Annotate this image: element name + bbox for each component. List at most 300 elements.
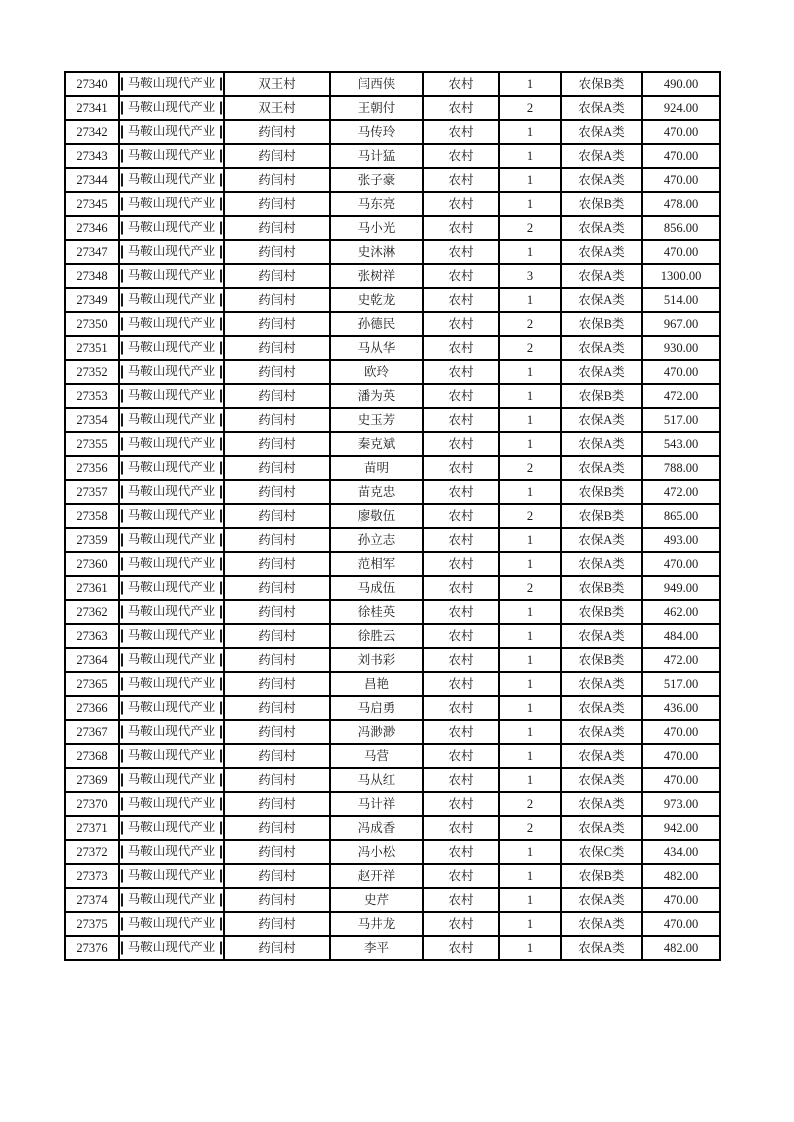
organization-text: 马鞍山现代产业 (127, 892, 216, 905)
cell-residence-type: 农村 (423, 216, 499, 240)
cell-person-name: 马成伍 (330, 576, 423, 600)
table-row (65, 768, 720, 792)
clipped-char-left (121, 366, 123, 379)
cell-person-count: 1 (499, 192, 561, 216)
cell-insurance-class: 农保A类 (561, 744, 642, 768)
cell-amount: 470.00 (642, 744, 720, 768)
cell-organization (119, 696, 224, 720)
clipped-char-right (220, 558, 222, 571)
cell-amount: 543.00 (642, 432, 720, 456)
cell-village: 药闫村 (224, 480, 330, 504)
cell-village: 药闫村 (224, 768, 330, 792)
cell-amount: 924.00 (642, 96, 720, 120)
clipped-char-left (121, 438, 123, 451)
clipped-char-right (220, 318, 222, 331)
clipped-char-right (220, 630, 222, 643)
clipped-char-left (121, 510, 123, 523)
table-row (65, 192, 720, 216)
table-row (65, 360, 720, 384)
table-row (65, 912, 720, 936)
cell-organization (119, 144, 224, 168)
cell-organization (119, 504, 224, 528)
cell-village: 药闫村 (224, 432, 330, 456)
clipped-char-right (220, 870, 222, 883)
cell-organization (119, 240, 224, 264)
cell-amount: 517.00 (642, 408, 720, 432)
table-row (65, 288, 720, 312)
cell-amount: 434.00 (642, 840, 720, 864)
organization-text: 马鞍山现代产业 (127, 508, 216, 521)
cell-amount: 484.00 (642, 624, 720, 648)
clipped-char-left (121, 726, 123, 739)
clipped-char-left (121, 678, 123, 691)
cell-amount: 942.00 (642, 816, 720, 840)
cell-village: 药闫村 (224, 528, 330, 552)
cell-person-name: 冯成香 (330, 816, 423, 840)
cell-serial: 27348 (65, 264, 119, 288)
cell-amount: 493.00 (642, 528, 720, 552)
cell-organization (119, 672, 224, 696)
cell-person-count: 1 (499, 624, 561, 648)
roster-table-body (65, 72, 720, 960)
organization-text: 马鞍山现代产业 (127, 460, 216, 473)
cell-insurance-class: 农保B类 (561, 312, 642, 336)
cell-village: 药闫村 (224, 720, 330, 744)
cell-amount: 788.00 (642, 456, 720, 480)
organization-text: 马鞍山现代产业 (127, 100, 216, 113)
cell-organization (119, 648, 224, 672)
cell-person-name: 马井龙 (330, 912, 423, 936)
cell-serial: 27369 (65, 768, 119, 792)
clipped-char-left (121, 414, 123, 427)
organization-text: 马鞍山现代产业 (127, 820, 216, 833)
clipped-char-left (121, 606, 123, 619)
cell-insurance-class: 农保A类 (561, 624, 642, 648)
clipped-char-left (121, 702, 123, 715)
cell-village: 药闫村 (224, 120, 330, 144)
cell-person-name: 马东亮 (330, 192, 423, 216)
cell-insurance-class: 农保A类 (561, 912, 642, 936)
clipped-char-right (220, 774, 222, 787)
clipped-char-left (121, 630, 123, 643)
cell-person-count: 1 (499, 672, 561, 696)
cell-village: 药闫村 (224, 696, 330, 720)
cell-amount: 856.00 (642, 216, 720, 240)
cell-residence-type: 农村 (423, 456, 499, 480)
cell-insurance-class: 农保A类 (561, 288, 642, 312)
clipped-char-right (220, 414, 222, 427)
clipped-char-left (121, 486, 123, 499)
cell-serial: 27360 (65, 552, 119, 576)
cell-person-name: 昌艳 (330, 672, 423, 696)
table-row (65, 672, 720, 696)
cell-person-count: 1 (499, 552, 561, 576)
clipped-char-right (220, 894, 222, 907)
cell-insurance-class: 农保A类 (561, 768, 642, 792)
table-row (65, 792, 720, 816)
cell-organization (119, 864, 224, 888)
cell-residence-type: 农村 (423, 600, 499, 624)
organization-text: 马鞍山现代产业 (127, 724, 216, 737)
clipped-char-left (121, 318, 123, 331)
organization-text: 马鞍山现代产业 (127, 364, 216, 377)
cell-person-count: 2 (499, 216, 561, 240)
cell-person-count: 1 (499, 240, 561, 264)
cell-village: 药闫村 (224, 888, 330, 912)
clipped-char-left (121, 174, 123, 187)
cell-residence-type: 农村 (423, 384, 499, 408)
table-row (65, 72, 720, 96)
clipped-char-left (121, 390, 123, 403)
cell-insurance-class: 农保A类 (561, 888, 642, 912)
cell-amount: 462.00 (642, 600, 720, 624)
clipped-char-left (121, 150, 123, 163)
cell-village: 药闫村 (224, 456, 330, 480)
cell-person-name: 廖敬伍 (330, 504, 423, 528)
cell-amount: 436.00 (642, 696, 720, 720)
cell-serial: 27373 (65, 864, 119, 888)
cell-amount: 478.00 (642, 192, 720, 216)
cell-person-count: 1 (499, 912, 561, 936)
cell-amount: 930.00 (642, 336, 720, 360)
cell-amount: 470.00 (642, 720, 720, 744)
clipped-char-right (220, 750, 222, 763)
cell-person-name: 苗明 (330, 456, 423, 480)
cell-organization (119, 936, 224, 960)
clipped-char-left (121, 654, 123, 667)
cell-residence-type: 农村 (423, 192, 499, 216)
clipped-char-left (121, 846, 123, 859)
cell-insurance-class: 农保A类 (561, 552, 642, 576)
cell-residence-type: 农村 (423, 840, 499, 864)
cell-person-count: 1 (499, 408, 561, 432)
cell-person-name: 马小光 (330, 216, 423, 240)
clipped-char-left (121, 582, 123, 595)
cell-person-count: 1 (499, 384, 561, 408)
cell-village: 药闫村 (224, 216, 330, 240)
cell-village: 药闫村 (224, 552, 330, 576)
organization-text: 马鞍山现代产业 (127, 700, 216, 713)
cell-organization (119, 888, 224, 912)
table-row (65, 144, 720, 168)
clipped-char-right (220, 390, 222, 403)
cell-organization (119, 312, 224, 336)
cell-serial: 27359 (65, 528, 119, 552)
cell-amount: 514.00 (642, 288, 720, 312)
cell-serial: 27374 (65, 888, 119, 912)
cell-amount: 470.00 (642, 360, 720, 384)
cell-serial: 27375 (65, 912, 119, 936)
clipped-char-right (220, 582, 222, 595)
clipped-char-right (220, 126, 222, 139)
clipped-char-right (220, 294, 222, 307)
cell-organization (119, 480, 224, 504)
cell-person-name: 冯渺渺 (330, 720, 423, 744)
cell-insurance-class: 农保A类 (561, 336, 642, 360)
table-row (65, 504, 720, 528)
cell-person-name: 马启勇 (330, 696, 423, 720)
clipped-char-left (121, 198, 123, 211)
table-row (65, 648, 720, 672)
cell-person-count: 1 (499, 768, 561, 792)
clipped-char-right (220, 726, 222, 739)
clipped-char-left (121, 534, 123, 547)
cell-insurance-class: 农保A类 (561, 720, 642, 744)
cell-amount: 967.00 (642, 312, 720, 336)
organization-text: 马鞍山现代产业 (127, 340, 216, 353)
cell-insurance-class: 农保A类 (561, 432, 642, 456)
clipped-char-right (220, 78, 222, 91)
cell-person-name: 范相军 (330, 552, 423, 576)
cell-serial: 27372 (65, 840, 119, 864)
clipped-char-right (220, 486, 222, 499)
cell-insurance-class: 农保A类 (561, 816, 642, 840)
table-row (65, 600, 720, 624)
cell-village: 双王村 (224, 72, 330, 96)
cell-amount: 470.00 (642, 888, 720, 912)
clipped-char-right (220, 822, 222, 835)
cell-insurance-class: 农保A类 (561, 216, 642, 240)
cell-insurance-class: 农保B类 (561, 480, 642, 504)
cell-person-count: 1 (499, 720, 561, 744)
clipped-char-right (220, 270, 222, 283)
organization-text: 马鞍山现代产业 (127, 676, 216, 689)
cell-person-count: 1 (499, 648, 561, 672)
clipped-char-left (121, 558, 123, 571)
cell-residence-type: 农村 (423, 936, 499, 960)
cell-person-name: 冯小松 (330, 840, 423, 864)
cell-residence-type: 农村 (423, 144, 499, 168)
clipped-char-left (121, 462, 123, 475)
table-row (65, 384, 720, 408)
clipped-char-right (220, 918, 222, 931)
cell-insurance-class: 农保A类 (561, 936, 642, 960)
clipped-char-left (121, 822, 123, 835)
cell-person-count: 3 (499, 264, 561, 288)
clipped-char-left (121, 102, 123, 115)
cell-organization (119, 720, 224, 744)
table-row (65, 816, 720, 840)
cell-residence-type: 农村 (423, 696, 499, 720)
cell-residence-type: 农村 (423, 720, 499, 744)
cell-serial: 27362 (65, 600, 119, 624)
cell-person-count: 1 (499, 432, 561, 456)
clipped-char-right (220, 150, 222, 163)
table-row (65, 408, 720, 432)
cell-amount: 973.00 (642, 792, 720, 816)
cell-serial: 27350 (65, 312, 119, 336)
cell-residence-type: 农村 (423, 768, 499, 792)
cell-person-count: 1 (499, 72, 561, 96)
organization-text: 马鞍山现代产业 (127, 412, 216, 425)
clipped-char-left (121, 774, 123, 787)
clipped-char-right (220, 462, 222, 475)
cell-insurance-class: 农保A类 (561, 696, 642, 720)
cell-serial: 27352 (65, 360, 119, 384)
cell-village: 药闫村 (224, 600, 330, 624)
cell-village: 药闫村 (224, 240, 330, 264)
cell-person-count: 2 (499, 576, 561, 600)
cell-organization (119, 600, 224, 624)
cell-residence-type: 农村 (423, 96, 499, 120)
cell-organization (119, 456, 224, 480)
cell-serial: 27363 (65, 624, 119, 648)
cell-amount: 470.00 (642, 240, 720, 264)
cell-insurance-class: 农保A类 (561, 456, 642, 480)
cell-person-name: 马计祥 (330, 792, 423, 816)
organization-text: 马鞍山现代产业 (127, 916, 216, 929)
cell-person-name: 马计猛 (330, 144, 423, 168)
cell-amount: 470.00 (642, 144, 720, 168)
clipped-char-right (220, 798, 222, 811)
table-row (65, 840, 720, 864)
table-row (65, 864, 720, 888)
cell-person-count: 1 (499, 480, 561, 504)
cell-insurance-class: 农保A类 (561, 120, 642, 144)
cell-organization (119, 264, 224, 288)
cell-person-name: 史乾龙 (330, 288, 423, 312)
cell-person-count: 1 (499, 864, 561, 888)
cell-person-count: 1 (499, 888, 561, 912)
cell-person-name: 苗克忠 (330, 480, 423, 504)
organization-text: 马鞍山现代产业 (127, 940, 216, 953)
cell-insurance-class: 农保A类 (561, 792, 642, 816)
cell-residence-type: 农村 (423, 528, 499, 552)
organization-text: 马鞍山现代产业 (127, 532, 216, 545)
cell-residence-type: 农村 (423, 624, 499, 648)
clipped-char-left (121, 870, 123, 883)
cell-person-count: 1 (499, 600, 561, 624)
cell-serial: 27364 (65, 648, 119, 672)
clipped-char-left (121, 126, 123, 139)
organization-text: 马鞍山现代产业 (127, 484, 216, 497)
clipped-char-left (121, 894, 123, 907)
cell-serial: 27354 (65, 408, 119, 432)
cell-organization (119, 432, 224, 456)
cell-village: 药闫村 (224, 312, 330, 336)
cell-residence-type: 农村 (423, 672, 499, 696)
cell-person-name: 史沐淋 (330, 240, 423, 264)
cell-person-count: 2 (499, 96, 561, 120)
cell-serial: 27340 (65, 72, 119, 96)
cell-serial: 27343 (65, 144, 119, 168)
cell-village: 药闫村 (224, 264, 330, 288)
clipped-char-right (220, 510, 222, 523)
cell-residence-type: 农村 (423, 888, 499, 912)
cell-serial: 27356 (65, 456, 119, 480)
cell-village: 药闫村 (224, 576, 330, 600)
cell-residence-type: 农村 (423, 264, 499, 288)
organization-text: 马鞍山现代产业 (127, 244, 216, 257)
cell-serial: 27351 (65, 336, 119, 360)
organization-text: 马鞍山现代产业 (127, 124, 216, 137)
organization-text: 马鞍山现代产业 (127, 388, 216, 401)
cell-serial: 27353 (65, 384, 119, 408)
organization-text: 马鞍山现代产业 (127, 196, 216, 209)
cell-amount: 482.00 (642, 936, 720, 960)
table-row (65, 168, 720, 192)
cell-serial: 27366 (65, 696, 119, 720)
cell-serial: 27361 (65, 576, 119, 600)
cell-organization (119, 384, 224, 408)
table-row (65, 336, 720, 360)
clipped-char-right (220, 702, 222, 715)
cell-person-count: 1 (499, 840, 561, 864)
table-row (65, 456, 720, 480)
cell-residence-type: 农村 (423, 648, 499, 672)
organization-text: 马鞍山现代产业 (127, 868, 216, 881)
clipped-char-left (121, 342, 123, 355)
organization-text: 马鞍山现代产业 (127, 844, 216, 857)
cell-serial: 27371 (65, 816, 119, 840)
cell-person-name: 赵开祥 (330, 864, 423, 888)
cell-insurance-class: 农保A类 (561, 96, 642, 120)
cell-village: 药闫村 (224, 792, 330, 816)
cell-person-name: 秦克斌 (330, 432, 423, 456)
clipped-char-right (220, 174, 222, 187)
clipped-char-left (121, 246, 123, 259)
cell-person-name: 张子豪 (330, 168, 423, 192)
organization-text: 马鞍山现代产业 (127, 76, 216, 89)
cell-organization (119, 360, 224, 384)
cell-person-count: 1 (499, 120, 561, 144)
cell-insurance-class: 农保B类 (561, 384, 642, 408)
cell-serial: 27349 (65, 288, 119, 312)
organization-text: 马鞍山现代产业 (127, 316, 216, 329)
cell-residence-type: 农村 (423, 792, 499, 816)
cell-organization (119, 912, 224, 936)
cell-residence-type: 农村 (423, 504, 499, 528)
cell-person-count: 1 (499, 360, 561, 384)
cell-serial: 27347 (65, 240, 119, 264)
clipped-char-right (220, 438, 222, 451)
cell-person-name: 李平 (330, 936, 423, 960)
cell-organization (119, 192, 224, 216)
cell-organization (119, 120, 224, 144)
cell-person-name: 潘为英 (330, 384, 423, 408)
cell-insurance-class: 农保B类 (561, 576, 642, 600)
cell-organization (119, 576, 224, 600)
cell-residence-type: 农村 (423, 408, 499, 432)
cell-person-name: 马从红 (330, 768, 423, 792)
cell-serial: 27358 (65, 504, 119, 528)
organization-text: 马鞍山现代产业 (127, 292, 216, 305)
organization-text: 马鞍山现代产业 (127, 604, 216, 617)
organization-text: 马鞍山现代产业 (127, 796, 216, 809)
cell-organization (119, 216, 224, 240)
cell-serial: 27370 (65, 792, 119, 816)
cell-residence-type: 农村 (423, 72, 499, 96)
clipped-char-right (220, 366, 222, 379)
cell-amount: 472.00 (642, 384, 720, 408)
table-row (65, 480, 720, 504)
cell-village: 药闫村 (224, 840, 330, 864)
cell-organization (119, 744, 224, 768)
cell-organization (119, 96, 224, 120)
cell-village: 药闫村 (224, 336, 330, 360)
cell-person-count: 1 (499, 936, 561, 960)
roster-table (64, 71, 721, 961)
table-row (65, 696, 720, 720)
cell-amount: 472.00 (642, 480, 720, 504)
cell-organization (119, 408, 224, 432)
table-row (65, 96, 720, 120)
cell-amount: 470.00 (642, 552, 720, 576)
cell-insurance-class: 农保A类 (561, 408, 642, 432)
clipped-char-left (121, 78, 123, 91)
clipped-char-right (220, 534, 222, 547)
cell-village: 药闫村 (224, 360, 330, 384)
